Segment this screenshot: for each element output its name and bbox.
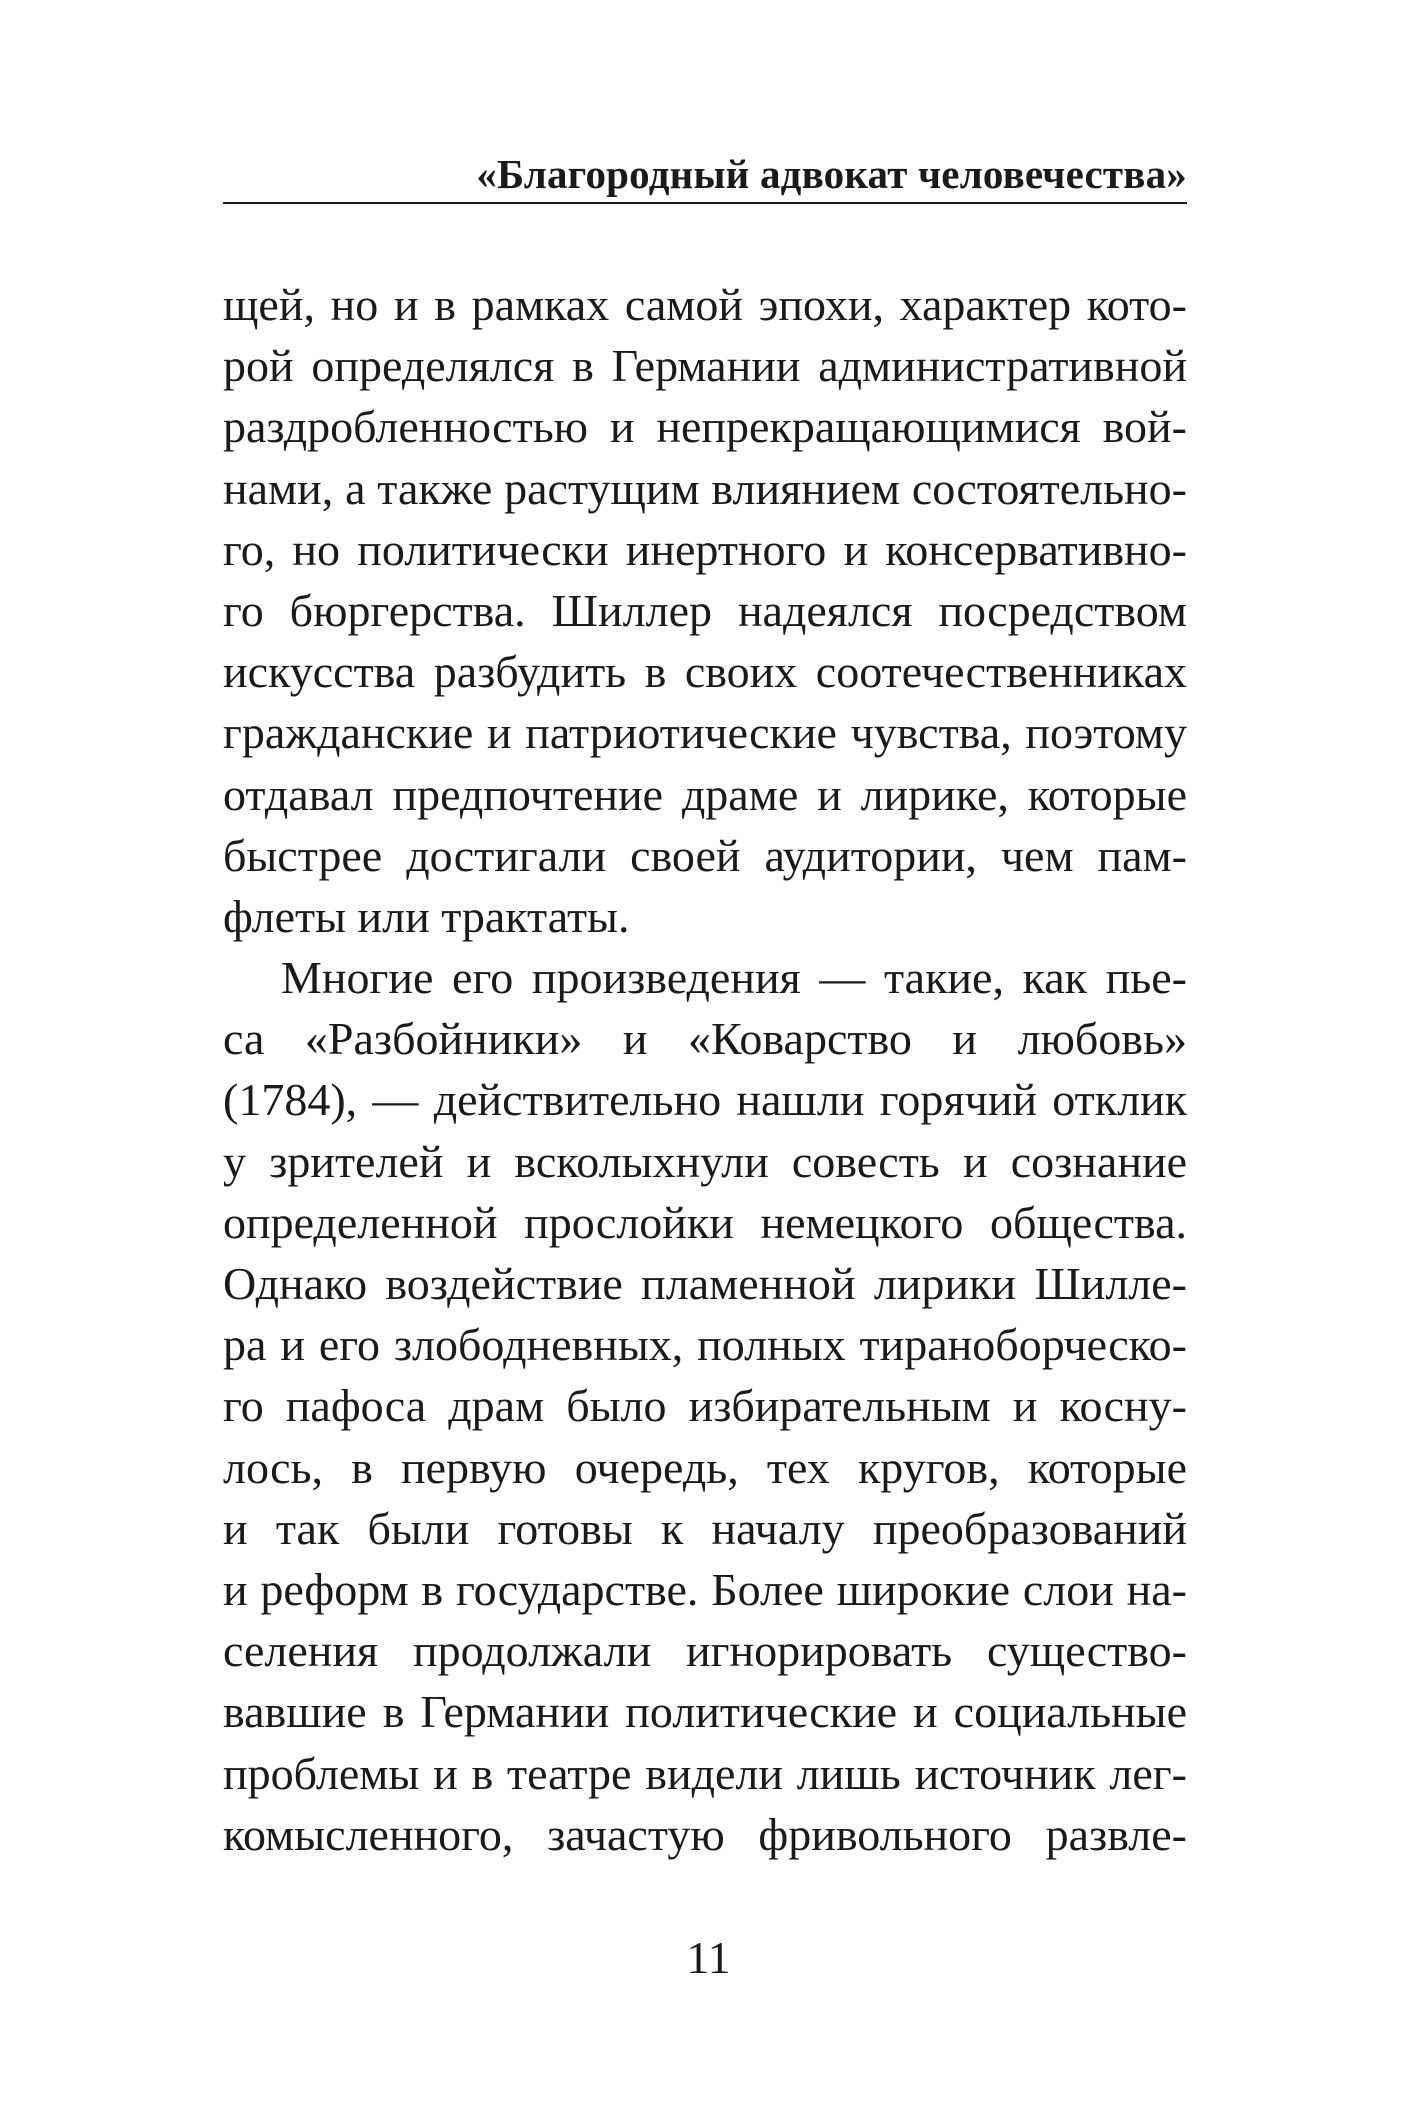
body-text xyxy=(223,274,1187,1865)
text-line: комысленного, зачастую фривольного развле- xyxy=(223,1808,1187,1860)
text-line: рой определялся в Германии административной xyxy=(223,340,1187,392)
text-line: и реформ в государстве. Более широкие слои на- xyxy=(223,1563,1187,1615)
text-line: (1784), — действительно нашли горячий отклик xyxy=(223,1074,1187,1126)
text-line: Однако воздействие пламенной лирики Шилле- xyxy=(223,1258,1187,1309)
page-number: 11 xyxy=(686,1932,731,1983)
text-line: флеты или трактаты. xyxy=(223,890,630,942)
text-line: Многие его произведения — такие, как пье- xyxy=(281,952,1187,1004)
text-line: лось, в первую очередь, тех кругов, которые xyxy=(223,1441,1187,1493)
text-line: са «Разбойники» и «Коварство и любовь» xyxy=(223,1013,1187,1065)
text-line: ра и его злободневных, полных тираноборческо- xyxy=(223,1319,1187,1371)
text-line: щей, но и в рамках самой эпохи, характер кото- xyxy=(223,279,1187,330)
text-line: гражданские и патриотические чувства, поэтому xyxy=(223,707,1187,759)
text-line: определенной прослойки немецкого общества. xyxy=(223,1196,1187,1248)
text-line: нами, а также растущим влиянием состоятельно- xyxy=(223,462,1187,514)
text-line: проблемы и в театре видели лишь источник лег- xyxy=(223,1747,1187,1799)
text-line: го, но политически инертного и консервативно- xyxy=(223,523,1187,575)
text-line: отдавал предпочтение драме и лирике, которые xyxy=(223,768,1187,820)
text-line: селения продолжали игнорировать существо- xyxy=(223,1625,1187,1677)
running-head: «Благородный адвокат человечества» xyxy=(476,151,1187,197)
header-rule xyxy=(223,202,1187,204)
text-line: вавшие в Германии политические и социальные xyxy=(223,1686,1187,1738)
text-line: быстрее достигали своей аудитории, чем пам- xyxy=(223,829,1187,881)
text-line: раздробленностью и непрекращающимися вой- xyxy=(223,401,1187,453)
text-line: искусства разбудить в своих соотечественниках xyxy=(223,646,1187,698)
text-line: го пафоса драм было избирательным и косну- xyxy=(223,1380,1187,1432)
text-line: и так были готовы к началу преобразований xyxy=(223,1502,1187,1554)
text-line: у зрителей и всколыхнули совесть и сознание xyxy=(223,1135,1187,1187)
text-line: го бюргерства. Шиллер надеялся посредством xyxy=(223,584,1187,636)
